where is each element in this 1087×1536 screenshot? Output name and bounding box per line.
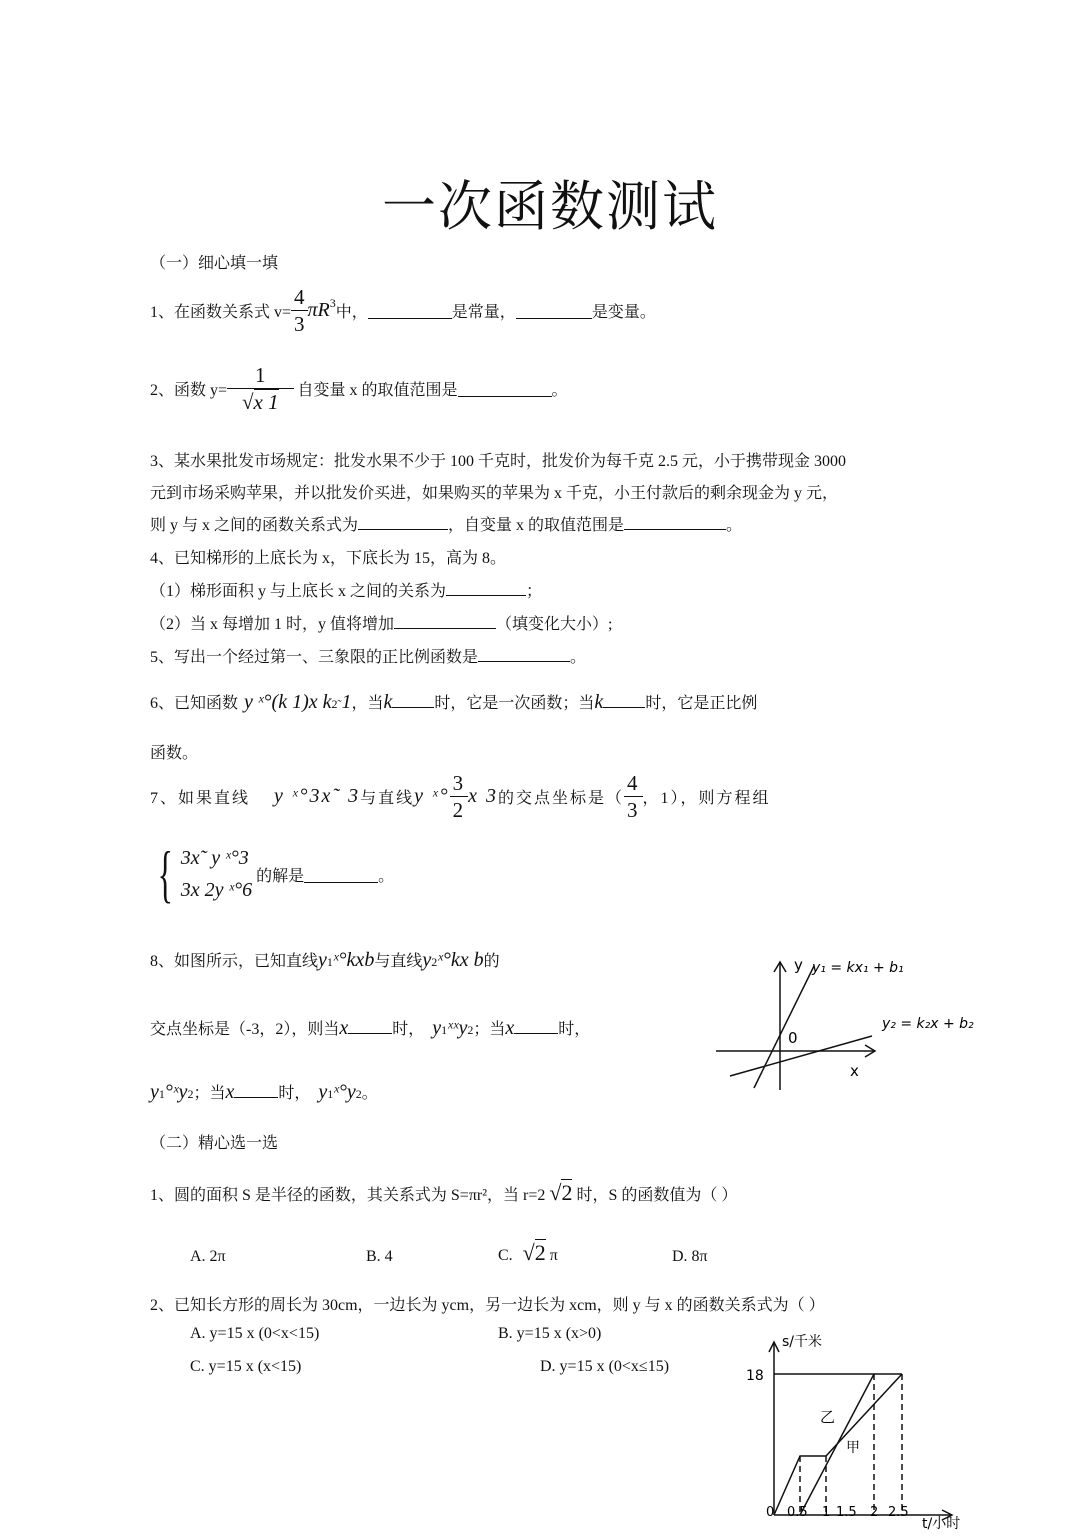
q8-y2: y — [422, 949, 432, 971]
q8-line2-text-c: ；当 — [473, 1021, 506, 1038]
q8-x-1: x — [339, 1017, 349, 1039]
q6-line-2: 函数。 — [150, 745, 199, 762]
q8-y1-sub: 1 — [326, 955, 333, 969]
q7-eq-1: 3x˜ y ˣ°3 — [180, 847, 249, 869]
c2-stem: 2、已知长方形的周长为 30cm，一边长为 ycm，另一边长为 xcm，则 y 与 x 的函数关系式为（ ） — [150, 1297, 825, 1314]
question-7 — [150, 770, 771, 823]
q1-blank-2[interactable] — [516, 302, 592, 319]
q8-rel-y2-b: y — [178, 1081, 188, 1103]
c2-x-tick-05: 0.5 — [787, 1505, 808, 1520]
q8-rel-y1-b: y — [150, 1081, 159, 1103]
q7-system — [150, 838, 395, 909]
q8-blank-2[interactable] — [514, 1017, 558, 1034]
q7-expr-3: x 3 — [468, 785, 499, 807]
q8-text-b: 与直线 — [374, 953, 423, 970]
q8-blank-1[interactable] — [348, 1017, 392, 1034]
c1-option-b[interactable]: B. 4 — [366, 1248, 393, 1265]
q1-prefix: 1、在函数关系式 v= — [150, 304, 292, 321]
q4-blank-1[interactable] — [446, 579, 526, 596]
q4-sub-2 — [150, 611, 612, 634]
q7-fraction-2 — [624, 770, 643, 823]
c1-option-c-pi: π — [549, 1247, 558, 1264]
q8-line-2: 交点坐标是（-3，2），则当 x 时， y 1 ˣˣ y 2 ；当 x 时， — [150, 1017, 591, 1039]
question-2 — [150, 362, 568, 415]
c1-option-d[interactable]: D. 8π — [672, 1248, 708, 1265]
q3-line-1: 3、某水果批发市场规定：批发水果不少于 100 千克时，批发价为每千克 2.5 元，小于携带现金 3000 — [150, 453, 847, 470]
q8-line-1 — [754, 966, 814, 1088]
q8-blank-3[interactable] — [234, 1081, 278, 1098]
question-5 — [150, 644, 586, 667]
q2-blank[interactable] — [458, 380, 552, 397]
q7-frac-den: 2 — [452, 798, 466, 822]
c2-y-tick-18: 18 — [746, 1368, 764, 1384]
q4-blank-2[interactable] — [394, 612, 496, 629]
q6-exp: 2˜ — [331, 697, 342, 711]
choice-question-1 — [150, 1180, 737, 1206]
q8-rel-y2-a: y — [458, 1017, 468, 1039]
q7-frac2-den: 3 — [627, 798, 640, 822]
q6-text-c: 时，它是一次函数；当 — [434, 695, 595, 712]
q7-frac-num: 3 — [450, 770, 469, 797]
q8-y2-sub: 2 — [431, 955, 438, 969]
q1-blank-1[interactable] — [368, 302, 452, 319]
q7-fraction — [450, 770, 469, 823]
c2-option-d[interactable]: D. y=15 x (0<x≤15) — [540, 1358, 670, 1375]
q3-line-2: 元到市场采购苹果，并以批发价买进，如果购买的苹果为 x 千克，小王付款后的剩余现金为 y 元， — [150, 485, 839, 502]
q8-expr1b: ˣ°kx — [332, 949, 365, 971]
q8-expr2b: ˣ°k — [437, 949, 460, 971]
c2-x-tick-15: 1.5 — [836, 1505, 857, 1520]
c2-option-b[interactable]: B. y=15 x (x>0) — [498, 1325, 602, 1342]
c2-x-tick-2: 2 — [870, 1505, 879, 1520]
q2-frac-num: 1 — [227, 362, 294, 389]
q7-eq-2: 3x 2y ˣ°6 — [180, 879, 253, 901]
q1-expr: πR — [307, 299, 330, 321]
c2-line-yi — [800, 1374, 874, 1515]
c2-option-c[interactable]: C. y=15 x (x<15) — [190, 1358, 302, 1375]
q5-end: 。 — [570, 649, 587, 666]
c2-x-label: t/小时 — [922, 1516, 961, 1530]
q7-frac2-num: 4 — [624, 770, 643, 797]
q8-x-label: x — [850, 1062, 859, 1080]
q8-origin-label: 0 — [788, 1029, 798, 1047]
q8-rel-1: ˣˣ — [447, 1017, 459, 1039]
q1-t1: 是常量， — [451, 304, 516, 321]
c1-option-c-label: C. — [498, 1247, 513, 1264]
q8-rel-3: ˣ° — [333, 1081, 347, 1103]
c2-label-yi: 乙 — [820, 1408, 836, 1426]
q4-sub2-text: （2）当 x 每增加 1 时，y 值将增加 — [150, 616, 395, 633]
q3-line-3 — [150, 512, 742, 535]
q4-sub1-end: ； — [526, 583, 543, 600]
q4-sub1-text: （1）梯形面积 y 与上底长 x 之间的关系为 — [150, 583, 447, 600]
q8-rel-y1-c: y — [318, 1081, 328, 1103]
q8-rel-y1-a: y — [432, 1017, 442, 1039]
q6-k2: k — [594, 691, 604, 713]
q8-line3-text-c: 。 — [361, 1085, 378, 1102]
q1-frac-num: 4 — [291, 284, 308, 311]
q6-text-a: 6、已知函数 — [150, 695, 239, 712]
c1-option-a[interactable]: A. 2π — [190, 1248, 226, 1265]
c2-line-jia — [774, 1374, 902, 1515]
q4-line-1: 4、已知梯形的上底长为 x，下底长为 15，高为 8。 — [150, 550, 507, 567]
q8-line1-label: y₁ = kx₁ + b₁ — [812, 960, 904, 976]
q2-tail: 自变量 x 的取值范围是 — [297, 382, 458, 399]
c2-x-tick-0: 0 — [766, 1505, 775, 1520]
q2-frac-den: √x 1 — [241, 390, 279, 414]
c1-sqrt: √2 — [549, 1180, 573, 1205]
c2-label-jia: 甲 — [846, 1440, 860, 1456]
q6-expr-tail: 1 — [341, 691, 352, 713]
q1-exp: 3 — [329, 296, 336, 310]
q8-expr2c: x b — [459, 949, 484, 971]
q7-text-a: 7、如果直线 — [150, 790, 251, 807]
section-heading-choice: （二）精心选一选 — [150, 1135, 279, 1152]
q8-y1: y — [318, 949, 327, 971]
q7-text-b: 与直线 — [360, 790, 415, 807]
q2-end: 。 — [551, 382, 568, 399]
q7-text-d: ，1），则方程组 — [642, 790, 771, 807]
q6-k1: k — [383, 691, 393, 713]
q5-text: 5、写出一个经过第一、三象限的正比例函数是 — [150, 649, 479, 666]
c2-x-tick-1: 1 — [822, 1505, 831, 1520]
q2-fraction — [227, 362, 294, 415]
c2-graph — [740, 1330, 980, 1530]
c1-text-b: 时，S 的函数值为（ ） — [576, 1187, 738, 1204]
c1-option-c[interactable] — [498, 1240, 558, 1266]
question-6 — [150, 690, 757, 714]
section-heading-fill: （一）细心填一填 — [150, 255, 279, 272]
q6-blank-1[interactable] — [392, 691, 434, 708]
q8-line3-text-a: ；当 — [193, 1085, 226, 1102]
q8-line2-label: y₂ = k₂x + b₂ — [882, 1016, 974, 1032]
q1-t2: 是变量。 — [591, 304, 656, 321]
q8-rel-y2-c: y — [346, 1081, 356, 1103]
q8-line3-text-b: 时， — [278, 1085, 311, 1102]
q7-brace: { — [157, 838, 174, 909]
q7-blank[interactable] — [304, 866, 378, 883]
q7-equations — [181, 842, 252, 906]
c2-x-tick-25: 2.5 — [888, 1505, 909, 1520]
c2-y-label: s/千米 — [782, 1334, 823, 1350]
c1-option-c-sqrt: √2 — [522, 1240, 546, 1265]
c1-text-a: 1、圆的面积 S 是半径的函数，其关系式为 S=πr²，当 r=2 — [150, 1187, 546, 1204]
q8-rel-2: °ˣ — [164, 1081, 179, 1103]
q1-fraction — [291, 284, 308, 337]
q8-line-3: y 1 °ˣ y 2 ；当 x 时， y 1 ˣ° y 2 。 — [150, 1081, 378, 1103]
q6-text-d: 时，它是正比例 — [645, 695, 758, 712]
q8-text-a: 8、如图所示，已知直线 — [150, 953, 319, 970]
q4-sub2-end: （填变化大小）; — [496, 616, 613, 633]
q6-expr: y ˣ°(k 1)x k — [244, 691, 332, 713]
q7-text-f: 。 — [378, 867, 395, 885]
q3-blank-1[interactable] — [358, 513, 448, 530]
q8-line2-text-a: 交点坐标是（-3，2），则当 — [150, 1021, 340, 1038]
q8-text-c: 的 — [483, 953, 500, 970]
q1-frac-den: 3 — [294, 312, 305, 336]
q5-blank[interactable] — [478, 645, 570, 662]
q7-text-c: 的交点坐标是（ — [498, 790, 625, 807]
q7-expr-1: y ˣ°3x˜ 3 — [274, 785, 361, 807]
q8-x-2: x — [505, 1017, 515, 1039]
q8-y-label: y — [794, 956, 803, 974]
q8-line2-text-b: 时， — [392, 1021, 425, 1038]
q6-text-b: ，当 — [351, 695, 384, 712]
q3-text-c: 。 — [726, 517, 743, 534]
q3-text-a: 则 y 与 x 之间的函数关系式为 — [150, 517, 359, 534]
q6-blank-2[interactable] — [603, 691, 645, 708]
q8-x-3: x — [225, 1081, 235, 1103]
q2-prefix: 2、函数 y= — [150, 382, 228, 399]
c2-option-a[interactable]: A. y=15 x (0<x<15) — [190, 1325, 320, 1342]
question-1 — [150, 284, 656, 337]
q7-expr-2: y ˣ° — [414, 785, 450, 807]
q4-sub-1 — [150, 578, 542, 601]
q3-blank-2[interactable] — [624, 513, 726, 530]
q1-mid: 中， — [335, 304, 368, 321]
q7-text-e: 的解是 — [256, 867, 305, 885]
question-8 — [150, 948, 500, 972]
q8-graph — [710, 950, 1010, 1100]
q8-expr1c: b — [364, 949, 375, 971]
q3-text-b: ，自变量 x 的取值范围是 — [448, 517, 625, 534]
q8-line2-text-d: 时， — [558, 1021, 591, 1038]
page-title: 一次函数测试 — [382, 177, 718, 237]
